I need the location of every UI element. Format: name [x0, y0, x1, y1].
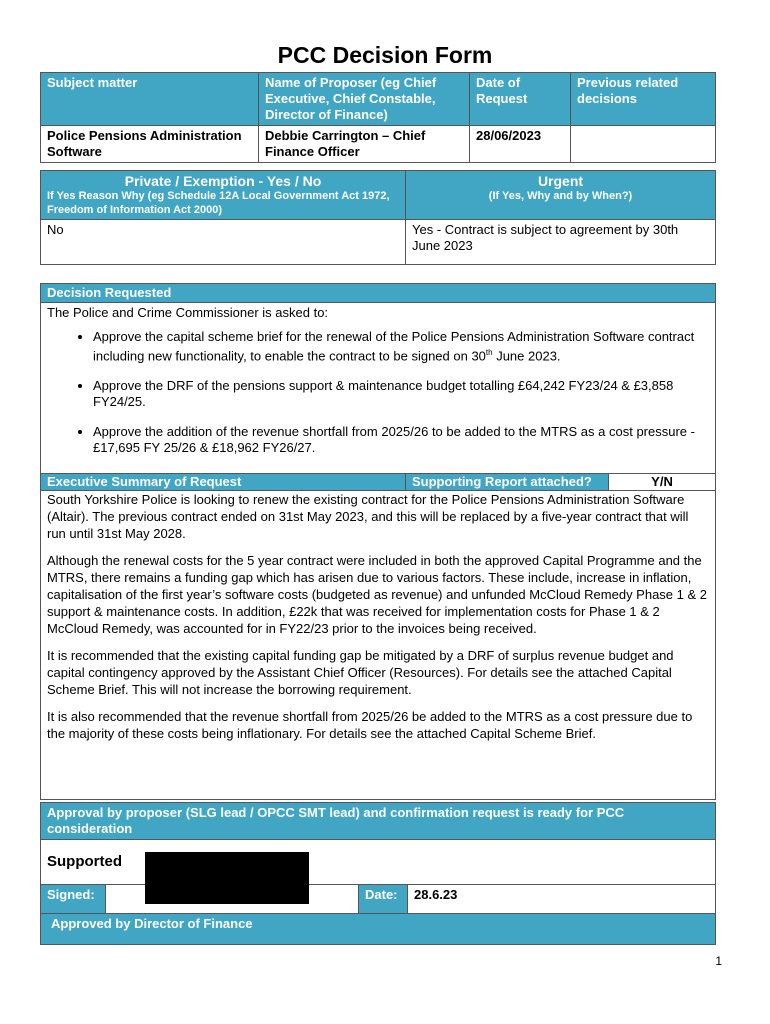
decision-header: Decision Requested [41, 284, 716, 303]
exemption-value: No [41, 220, 406, 265]
previous-value [571, 126, 716, 163]
urgent-header: Urgent [537, 173, 584, 189]
decision-intro: The Police and Crime Commissioner is asked to: [47, 305, 329, 320]
summary-paragraph: Although the renewal costs for the 5 year contract were included in both the approved Capital Programme and the MTRS, there remains a funding gap which has arisen due to various factors. These include, increase in inflation, capitalisation of the first year’s software costs (budgeted as revenue) and unfunded McCloud Remedy Phase 1 & 2 support & maintenance costs. In addition, £22k that was received for implementation costs for Phase 1 & 2 McCloud Remedy, was accounted for in FY22/23 prior to the invoices being received. [47, 553, 708, 636]
exemption-header-cell [41, 171, 406, 220]
summary-paragraph: It is recommended that the existing capital funding gap be mitigated by a DRF of surplus revenue budget and capital contingency approved by the Assistant Chief Officer (Resources). For details see the attached Capital Scheme Brief. This will not increase the borrowing requirement. [47, 648, 674, 697]
header-previous: Previous related decisions [571, 73, 716, 126]
summary-paragraph: It is also recommended that the revenue shortfall from 2025/26 be added to the MTRS as a cost pressure due to the majority of these costs being inflationary. For details see the attached Capital Scheme Brief. [47, 709, 693, 741]
exemption-header: Private / Exemption - Yes / No [124, 173, 322, 189]
decision-item: • Approve the addition of the revenue shortfall from 2025/26 to be added to the MTRS as a cost pressure - £17,695 FY 25/26 & £18,962 FY26/27. [93, 424, 709, 456]
approval-table [40, 802, 716, 945]
decision-item: • Approve the DRF of the pensions support & maintenance budget totalling £64,242 FY23/24 & £3,858 FY24/25. [93, 378, 709, 410]
approval-date: 28.6.23 [408, 885, 716, 914]
exemption-table [40, 170, 716, 265]
approval-header: Approval by proposer (SLG lead / OPCC SMT lead) and confirmation request is ready for PCC consideration [41, 803, 716, 840]
summary-header: Executive Summary of Request [41, 474, 406, 491]
header-subject: Subject matter [41, 73, 259, 126]
report-yn: Y/N [609, 474, 716, 491]
subject-table-header [41, 73, 716, 126]
summary-paragraph: South Yorkshire Police is looking to renew the existing contract for the Police Pensions Administration Software (Altair). The previous contract ended on 31st May 2023, and this will be replaced by a five-year contract that will run until 31st May 2028. [47, 492, 689, 541]
proposer-value: Debbie Carrington – Chief Finance Officer [259, 126, 470, 163]
report-label: Supporting Report attached? [406, 474, 609, 491]
redacted-signature [145, 852, 309, 904]
decision-body [41, 303, 716, 474]
date-label: Date: [359, 885, 408, 914]
summary-body [41, 491, 716, 800]
header-date: Date of Request [470, 73, 571, 126]
supported-label: Supported [47, 853, 122, 870]
date-value: 28/06/2023 [470, 126, 571, 163]
urgent-header-cell [406, 171, 716, 220]
supported-cell [41, 840, 716, 885]
header-proposer: Name of Proposer (eg Chief Executive, Chief Constable, Director of Finance) [259, 73, 470, 126]
decision-list [47, 329, 709, 456]
urgent-value: Yes - Contract is subject to agreement by 30th June 2023 [406, 220, 716, 265]
page-title: PCC Decision Form [277, 42, 493, 68]
subject-table-row [41, 126, 716, 163]
subject-table [40, 72, 716, 163]
decision-table [40, 283, 716, 800]
urgent-sub: (If Yes, Why and by When?) [488, 190, 633, 202]
subject-value: Police Pensions Administration Software [41, 126, 259, 163]
exemption-sub: If Yes Reason Why (eg Schedule 12A Local Government Act 1972, Freedom of Information Act 2000) [47, 190, 390, 216]
decision-item: • Approve the capital scheme brief for the renewal of the Police Pensions Administration Software contract including new functionality, to enable the contract to be signed on 30th June 2023. [93, 329, 709, 364]
signed-label: Signed: [41, 885, 106, 914]
page-number: 1 [715, 954, 722, 968]
director-header: Approved by Director of Finance [41, 914, 716, 945]
